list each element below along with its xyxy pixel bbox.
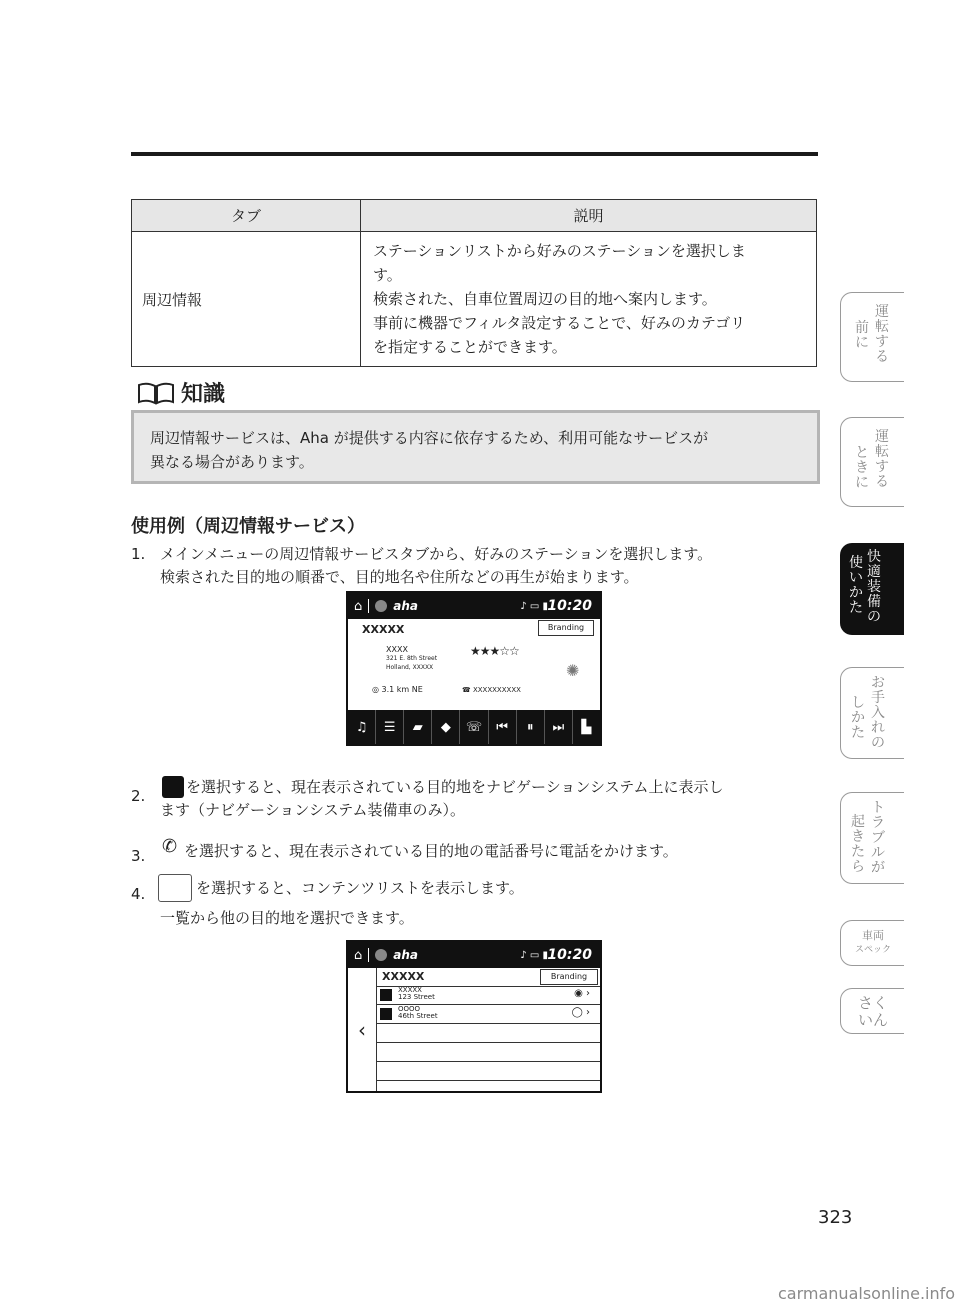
aha-logo-icon <box>375 600 387 612</box>
list-item-text: OOOO 46th Street <box>398 1005 438 1020</box>
list-item[interactable] <box>376 1024 600 1043</box>
info-icon: ◯ › <box>571 1007 590 1018</box>
side-tab-while-driving[interactable] <box>840 417 904 507</box>
step-line: を選択すると、現在表示されている目的地の電話番号に電話をかけます。 <box>184 842 678 860</box>
step-line: 一覧から他の目的地を選択できます。 <box>160 909 414 927</box>
step-line: を選択すると、現在表示されている目的地をナビゲーションシステム上に表示し <box>186 778 724 796</box>
step-number: 3. <box>131 847 146 865</box>
list-item[interactable] <box>376 986 600 1005</box>
previous-icon[interactable]: ⏮ <box>489 710 517 744</box>
watermark: carmanualsonline.info <box>778 1284 956 1303</box>
table-row <box>132 232 817 367</box>
app-name: aha <box>393 948 419 962</box>
aha-logo-icon <box>375 949 387 961</box>
pause-icon[interactable]: ⏸ <box>517 710 545 744</box>
knowledge-line: 周辺情報サービスは、Aha が提供する内容に依存するため、利用可能なサービスが <box>150 429 709 447</box>
phone-number: ☎ XXXXXXXXXX <box>462 686 521 694</box>
playback-controls <box>348 710 600 744</box>
table-header-description: 説明 <box>361 200 817 232</box>
station-address: 321 E. 8th Street <box>386 655 438 662</box>
tab-label: ト ラ ブ ル が <box>871 800 885 876</box>
station-name: XXXX <box>386 645 408 654</box>
tab-label: し か た <box>851 695 865 741</box>
side-tab-comfort-equipment[interactable] <box>840 543 904 635</box>
description-line: ステーションリストから好みのステーションを選択しま <box>373 242 746 260</box>
top-rule <box>131 152 818 156</box>
app-name: aha <box>393 599 419 613</box>
knowledge-heading <box>137 377 225 408</box>
folder-icon <box>158 874 192 902</box>
book-icon <box>137 381 175 405</box>
phone-icon: ✆ <box>162 836 178 857</box>
tab-label: 起 き た ら <box>851 814 865 875</box>
knowledge-title: 知識 <box>181 382 226 407</box>
table-cell-description <box>361 232 817 367</box>
knowledge-box <box>131 410 820 484</box>
step-number: 2. <box>131 787 146 805</box>
step-number: 1. <box>131 545 146 563</box>
description-line: 事前に機器でフィルタ設定することで、好みのカテゴリ <box>373 314 746 332</box>
next-icon[interactable]: ⏭ <box>545 710 573 744</box>
status-icons: ♪ ▭ ▮ <box>520 600 548 612</box>
rating-stars: ★★★☆☆ <box>470 644 519 658</box>
tab-label: 運 転 す る <box>875 429 889 490</box>
station-info <box>386 645 437 672</box>
tab-label: さく いん <box>857 994 889 1029</box>
step-1-text <box>160 543 712 589</box>
branding-button[interactable]: Branding <box>538 620 594 636</box>
description-line: す。 <box>373 266 402 284</box>
step-line: 検索された目的地の順番で、目的地名や住所などの再生が始まります。 <box>160 568 639 586</box>
tab-label: 運 転 す る <box>875 304 889 365</box>
home-icon[interactable]: ⌂ <box>354 947 363 963</box>
tab-label: と き に <box>855 445 869 491</box>
station-icon <box>380 989 392 1001</box>
aha-content-list-screen <box>346 940 602 1093</box>
section-title: 使用例（周辺情報サービス） <box>131 516 365 537</box>
table-cell-tab: 周辺情報 <box>132 232 361 367</box>
status-bar <box>348 942 600 968</box>
music-icon[interactable]: ♫ <box>348 710 376 744</box>
table-header-tab: タブ <box>132 200 361 232</box>
step-line: メインメニューの周辺情報サービスタブから、好みのステーションを選択します。 <box>160 545 713 563</box>
side-tab-maintenance[interactable] <box>840 667 904 759</box>
step-line: を選択すると、コンテンツリストを表示します。 <box>196 879 524 897</box>
tab-description-table <box>131 199 817 367</box>
list-title: XXXXX <box>382 970 425 983</box>
tab-label: 使 い か た <box>849 555 863 616</box>
tab-label: お 手 入 れ の <box>871 675 885 751</box>
station-city: Holland, XXXXX <box>386 664 434 671</box>
clock: 10:20 <box>547 947 592 963</box>
tab-label: 快 適 装 備 の <box>867 549 881 625</box>
phone-icon[interactable]: ☏ <box>460 710 488 744</box>
equalizer-icon[interactable]: ▙ <box>581 719 592 735</box>
folder-icon[interactable]: ▰ <box>404 710 432 744</box>
distance: ◎ 3.1 km NE <box>372 685 423 694</box>
map-pin-icon[interactable]: ◆ <box>432 710 460 744</box>
step-number: 4. <box>131 885 146 903</box>
status-bar <box>348 593 600 619</box>
map-pin-icon <box>162 776 184 798</box>
list-item[interactable] <box>376 1005 600 1024</box>
page-number: 323 <box>818 1207 853 1228</box>
list-item-text: XXXXX 123 Street <box>398 986 435 1001</box>
side-tab-specifications[interactable] <box>840 920 904 966</box>
back-chevron-icon[interactable]: ‹ <box>348 968 377 1091</box>
step-line: ます（ナビゲーションシステム装備車のみ）。 <box>160 801 466 819</box>
aha-station-screen <box>346 591 602 746</box>
side-tab-index[interactable] <box>840 988 904 1034</box>
list-icon[interactable]: ☰ <box>376 710 404 744</box>
side-tab-troubleshooting[interactable] <box>840 792 904 884</box>
status-icons: ♪ ▭ ▮ <box>520 949 548 961</box>
station-title: XXXXX <box>362 623 405 636</box>
description-line: 検索された、自車位置周辺の目的地へ案内します。 <box>373 290 717 308</box>
tab-label: 前 に <box>855 320 869 351</box>
side-tab-before-driving[interactable] <box>840 292 904 382</box>
list-item[interactable] <box>376 1062 600 1081</box>
station-icon <box>380 1008 392 1020</box>
loading-spinner-icon: ✺ <box>566 661 580 680</box>
playing-icon: ◉ › <box>574 988 590 999</box>
knowledge-line: 異なる場合があります。 <box>150 453 314 471</box>
description-line: を指定することができます。 <box>373 338 567 356</box>
list-item[interactable] <box>376 1043 600 1062</box>
tab-label: 車両 スペック <box>854 929 891 955</box>
clock: 10:20 <box>547 598 592 614</box>
home-icon[interactable]: ⌂ <box>354 598 363 614</box>
branding-button[interactable]: Branding <box>540 969 598 985</box>
